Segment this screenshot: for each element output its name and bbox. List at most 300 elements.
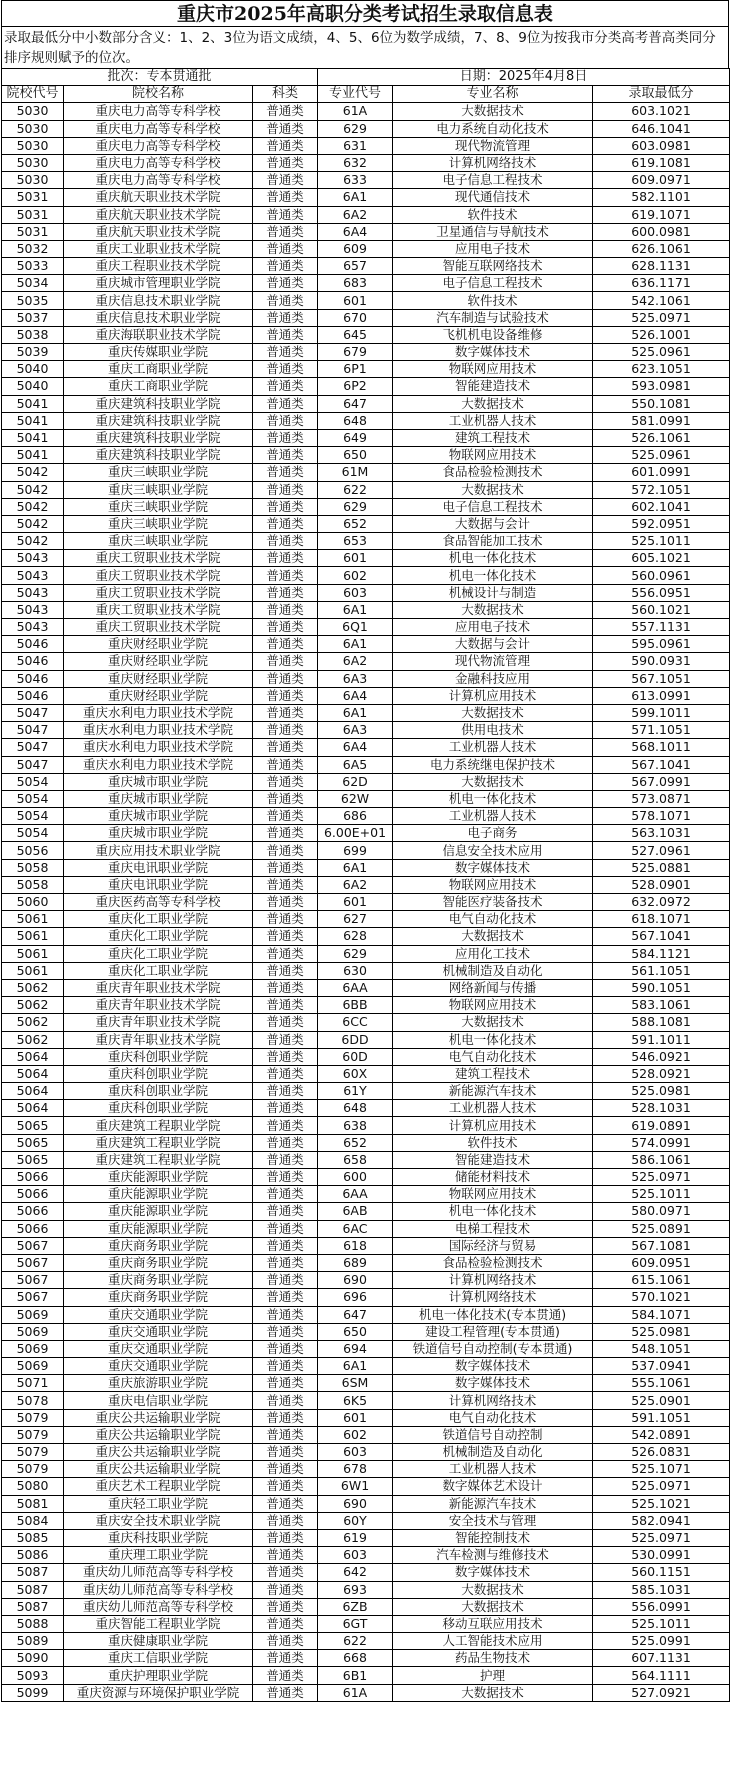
major-code-cell: 6P1	[318, 361, 393, 378]
major-code-cell: 686	[318, 808, 393, 825]
min-score-cell: 550.1081	[593, 395, 730, 412]
school-name-cell: 重庆城市职业学院	[64, 773, 253, 790]
school-name-cell: 重庆建筑科技职业学院	[64, 429, 253, 446]
school-name-cell: 重庆轻工职业学院	[64, 1495, 253, 1512]
major-name-cell: 电气自动化技术	[393, 911, 593, 928]
min-score-cell: 603.1021	[593, 103, 730, 120]
min-score-cell: 619.1071	[593, 206, 730, 223]
category-cell: 普通类	[253, 120, 318, 137]
major-code-cell: 619	[318, 1529, 393, 1546]
school-name-cell: 重庆公共运输职业学院	[64, 1409, 253, 1426]
school-name-cell: 重庆信息技术职业学院	[64, 309, 253, 326]
min-score-cell: 607.1131	[593, 1650, 730, 1667]
category-cell: 普通类	[253, 1598, 318, 1615]
school-name-cell: 重庆电讯职业学院	[64, 859, 253, 876]
category-cell: 普通类	[253, 1529, 318, 1546]
min-score-cell: 592.0951	[593, 515, 730, 532]
school-code-cell: 5085	[2, 1529, 64, 1546]
major-code-cell: 632	[318, 154, 393, 171]
major-name-cell: 食品智能加工技术	[393, 533, 593, 550]
school-code-cell: 5065	[2, 1134, 64, 1151]
major-code-cell: 678	[318, 1461, 393, 1478]
category-cell: 普通类	[253, 206, 318, 223]
school-name-cell: 重庆水利电力职业技术学院	[64, 739, 253, 756]
school-code-cell: 5069	[2, 1323, 64, 1340]
school-code-cell: 5061	[2, 911, 64, 928]
school-code-cell: 5046	[2, 670, 64, 687]
major-name-cell: 大数据技术	[393, 395, 593, 412]
min-score-cell: 567.1051	[593, 670, 730, 687]
major-code-cell: 61Y	[318, 1083, 393, 1100]
category-cell: 普通类	[253, 1186, 318, 1203]
school-name-cell: 重庆三峡职业学院	[64, 464, 253, 481]
school-code-cell: 5089	[2, 1633, 64, 1650]
major-name-cell: 食品检验检测技术	[393, 1254, 593, 1271]
major-code-cell: 618	[318, 1237, 393, 1254]
school-code-cell: 5062	[2, 1031, 64, 1048]
major-code-cell: 652	[318, 1134, 393, 1151]
school-name-cell: 重庆财经职业学院	[64, 687, 253, 704]
major-name-cell: 药品生物技术	[393, 1650, 593, 1667]
major-name-cell: 机电一体化技术	[393, 567, 593, 584]
major-code-cell: 6A4	[318, 687, 393, 704]
school-name-cell: 重庆建筑工程职业学院	[64, 1151, 253, 1168]
min-score-cell: 591.1051	[593, 1409, 730, 1426]
category-cell: 普通类	[253, 859, 318, 876]
school-code-cell: 5099	[2, 1684, 64, 1701]
category-cell: 普通类	[253, 1409, 318, 1426]
major-code-cell: 622	[318, 1633, 393, 1650]
major-name-cell: 大数据与会计	[393, 636, 593, 653]
school-code-cell: 5043	[2, 584, 64, 601]
category-cell: 普通类	[253, 1272, 318, 1289]
major-code-cell: 679	[318, 344, 393, 361]
major-name-cell: 电梯工程技术	[393, 1220, 593, 1237]
table-row	[2, 1272, 730, 1289]
school-name-cell: 重庆财经职业学院	[64, 653, 253, 670]
school-code-cell: 5058	[2, 859, 64, 876]
major-code-cell: 622	[318, 481, 393, 498]
major-name-cell: 计算机网络技术	[393, 1272, 593, 1289]
major-name-cell: 计算机应用技术	[393, 1117, 593, 1134]
major-code-cell: 683	[318, 275, 393, 292]
table-row	[2, 1615, 730, 1632]
school-code-cell: 5041	[2, 395, 64, 412]
school-name-cell: 重庆科创职业学院	[64, 1100, 253, 1117]
school-code-cell: 5047	[2, 722, 64, 739]
school-name-cell: 重庆化工职业学院	[64, 962, 253, 979]
school-name-cell: 重庆青年职业技术学院	[64, 979, 253, 996]
min-score-cell: 601.0991	[593, 464, 730, 481]
category-cell: 普通类	[253, 825, 318, 842]
min-score-cell: 525.1011	[593, 533, 730, 550]
major-code-cell: 633	[318, 172, 393, 189]
school-code-cell: 5093	[2, 1667, 64, 1684]
school-name-cell: 重庆工贸职业技术学院	[64, 550, 253, 567]
table-row	[2, 361, 730, 378]
table-row	[2, 1426, 730, 1443]
school-code-cell: 5054	[2, 773, 64, 790]
category-cell: 普通类	[253, 395, 318, 412]
major-name-cell: 卫星通信与导航技术	[393, 223, 593, 240]
table-row	[2, 1564, 730, 1581]
major-name-cell: 储能材料技术	[393, 1169, 593, 1186]
school-code-cell: 5079	[2, 1444, 64, 1461]
school-code-cell: 5080	[2, 1478, 64, 1495]
category-cell: 普通类	[253, 498, 318, 515]
min-score-cell: 574.0991	[593, 1134, 730, 1151]
school-code-cell: 5030	[2, 120, 64, 137]
major-name-cell: 数字媒体技术	[393, 1358, 593, 1375]
school-name-cell: 重庆城市职业学院	[64, 790, 253, 807]
table-row	[2, 704, 730, 721]
major-code-cell: 62W	[318, 790, 393, 807]
school-code-cell: 5030	[2, 172, 64, 189]
major-code-cell: 670	[318, 309, 393, 326]
school-code-cell: 5046	[2, 687, 64, 704]
min-score-cell: 557.1131	[593, 619, 730, 636]
major-name-cell: 数字媒体技术	[393, 1375, 593, 1392]
category-cell: 普通类	[253, 584, 318, 601]
school-name-cell: 重庆电力高等专科学校	[64, 103, 253, 120]
major-code-cell: 6Q1	[318, 619, 393, 636]
school-name-cell: 重庆幼儿师范高等专科学校	[64, 1564, 253, 1581]
school-code-cell: 5054	[2, 825, 64, 842]
school-name-cell: 重庆电信职业学院	[64, 1392, 253, 1409]
major-code-cell: 6A3	[318, 670, 393, 687]
min-score-cell: 595.0961	[593, 636, 730, 653]
major-code-cell: 62D	[318, 773, 393, 790]
table-row	[2, 1581, 730, 1598]
school-code-cell: 5037	[2, 309, 64, 326]
min-score-cell: 580.0971	[593, 1203, 730, 1220]
category-cell: 普通类	[253, 876, 318, 893]
table-row	[2, 1169, 730, 1186]
header-major-name: 专业名称	[393, 86, 593, 103]
school-code-cell: 5062	[2, 979, 64, 996]
category-cell: 普通类	[253, 412, 318, 429]
major-code-cell: 631	[318, 137, 393, 154]
category-cell: 普通类	[253, 1581, 318, 1598]
major-code-cell: 6A1	[318, 704, 393, 721]
category-cell: 普通类	[253, 997, 318, 1014]
category-cell: 普通类	[253, 704, 318, 721]
category-cell: 普通类	[253, 1392, 318, 1409]
min-score-cell: 528.0901	[593, 876, 730, 893]
admission-sheet	[1, 0, 729, 1702]
major-code-cell: 647	[318, 1306, 393, 1323]
table-row	[2, 1392, 730, 1409]
major-name-cell: 电子信息工程技术	[393, 498, 593, 515]
min-score-cell: 593.0981	[593, 378, 730, 395]
min-score-cell: 527.0921	[593, 1684, 730, 1701]
major-name-cell: 数字媒体艺术设计	[393, 1478, 593, 1495]
major-code-cell: 658	[318, 1151, 393, 1168]
table-row	[2, 1117, 730, 1134]
min-score-cell: 527.0961	[593, 842, 730, 859]
category-cell: 普通类	[253, 601, 318, 618]
category-cell: 普通类	[253, 1375, 318, 1392]
table-row	[2, 447, 730, 464]
major-code-cell: 601	[318, 292, 393, 309]
school-code-cell: 5030	[2, 103, 64, 120]
category-cell: 普通类	[253, 429, 318, 446]
school-code-cell: 5079	[2, 1461, 64, 1478]
major-code-cell: 6A1	[318, 1358, 393, 1375]
category-cell: 普通类	[253, 309, 318, 326]
min-score-cell: 548.1051	[593, 1340, 730, 1357]
min-score-cell: 573.0871	[593, 790, 730, 807]
category-cell: 普通类	[253, 1650, 318, 1667]
major-name-cell: 应用电子技术	[393, 619, 593, 636]
major-code-cell: 645	[318, 326, 393, 343]
school-code-cell: 5038	[2, 326, 64, 343]
category-cell: 普通类	[253, 619, 318, 636]
school-name-cell: 重庆资源与环境保护职业学院	[64, 1684, 253, 1701]
min-score-cell: 528.0921	[593, 1065, 730, 1082]
min-score-cell: 584.1071	[593, 1306, 730, 1323]
major-name-cell: 人工智能技术应用	[393, 1633, 593, 1650]
major-code-cell: 6SM	[318, 1375, 393, 1392]
major-name-cell: 现代物流管理	[393, 653, 593, 670]
table-row	[2, 1633, 730, 1650]
min-score-cell: 530.0991	[593, 1547, 730, 1564]
school-code-cell: 5067	[2, 1289, 64, 1306]
school-name-cell: 重庆工贸职业技术学院	[64, 619, 253, 636]
major-name-cell: 工业机器人技术	[393, 1461, 593, 1478]
min-score-cell: 588.1081	[593, 1014, 730, 1031]
school-name-cell: 重庆工程职业技术学院	[64, 258, 253, 275]
min-score-cell: 561.1051	[593, 962, 730, 979]
school-code-cell: 5069	[2, 1340, 64, 1357]
table-row	[2, 1684, 730, 1701]
major-code-cell: 668	[318, 1650, 393, 1667]
school-code-cell: 5054	[2, 808, 64, 825]
school-code-cell: 5069	[2, 1358, 64, 1375]
school-name-cell: 重庆城市职业学院	[64, 825, 253, 842]
category-cell: 普通类	[253, 1083, 318, 1100]
major-code-cell: 6A2	[318, 206, 393, 223]
major-name-cell: 机电一体化技术	[393, 1031, 593, 1048]
table-row	[2, 894, 730, 911]
school-code-cell: 5087	[2, 1564, 64, 1581]
min-score-cell: 537.0941	[593, 1358, 730, 1375]
major-name-cell: 机电一体化技术	[393, 550, 593, 567]
school-code-cell: 5033	[2, 258, 64, 275]
category-cell: 普通类	[253, 636, 318, 653]
table-row	[2, 1289, 730, 1306]
school-name-cell: 重庆工信职业学院	[64, 1650, 253, 1667]
school-name-cell: 重庆三峡职业学院	[64, 515, 253, 532]
table-row	[2, 1409, 730, 1426]
school-name-cell: 重庆城市管理职业学院	[64, 275, 253, 292]
school-code-cell: 5042	[2, 464, 64, 481]
category-cell: 普通类	[253, 1203, 318, 1220]
school-name-cell: 重庆公共运输职业学院	[64, 1426, 253, 1443]
category-cell: 普通类	[253, 223, 318, 240]
major-name-cell: 网络新闻与传播	[393, 979, 593, 996]
table-row	[2, 172, 730, 189]
school-code-cell: 5061	[2, 945, 64, 962]
major-name-cell: 应用化工技术	[393, 945, 593, 962]
min-score-cell: 609.0951	[593, 1254, 730, 1271]
major-name-cell: 计算机网络技术	[393, 1392, 593, 1409]
category-cell: 普通类	[253, 1065, 318, 1082]
table-row	[2, 687, 730, 704]
major-code-cell: 6AA	[318, 1186, 393, 1203]
school-name-cell: 重庆化工职业学院	[64, 945, 253, 962]
table-row	[2, 619, 730, 636]
school-code-cell: 5034	[2, 275, 64, 292]
min-score-cell: 568.1011	[593, 739, 730, 756]
school-code-cell: 5066	[2, 1203, 64, 1220]
min-score-cell: 560.0961	[593, 567, 730, 584]
school-name-cell: 重庆青年职业技术学院	[64, 1031, 253, 1048]
category-cell: 普通类	[253, 808, 318, 825]
school-name-cell: 重庆航天职业技术学院	[64, 223, 253, 240]
min-score-cell: 525.0971	[593, 1169, 730, 1186]
school-name-cell: 重庆工业职业技术学院	[64, 240, 253, 257]
school-code-cell: 5086	[2, 1547, 64, 1564]
table-row	[2, 429, 730, 446]
school-code-cell: 5064	[2, 1100, 64, 1117]
category-cell: 普通类	[253, 1461, 318, 1478]
major-code-cell: 6AA	[318, 979, 393, 996]
school-code-cell: 5040	[2, 378, 64, 395]
min-score-cell: 525.1021	[593, 1495, 730, 1512]
min-score-cell: 585.1031	[593, 1581, 730, 1598]
table-row	[2, 1220, 730, 1237]
school-name-cell: 重庆建筑工程职业学院	[64, 1134, 253, 1151]
min-score-cell: 572.1051	[593, 481, 730, 498]
header-school-code: 院校代号	[2, 86, 64, 103]
school-name-cell: 重庆科创职业学院	[64, 1083, 253, 1100]
school-name-cell: 重庆幼儿师范高等专科学校	[64, 1581, 253, 1598]
school-name-cell: 重庆建筑工程职业学院	[64, 1117, 253, 1134]
school-name-cell: 重庆工贸职业技术学院	[64, 601, 253, 618]
major-name-cell: 国际经济与贸易	[393, 1237, 593, 1254]
table-row	[2, 206, 730, 223]
major-name-cell: 物联网应用技术	[393, 361, 593, 378]
min-score-cell: 584.1121	[593, 945, 730, 962]
major-code-cell: 601	[318, 894, 393, 911]
category-cell: 普通类	[253, 154, 318, 171]
category-cell: 普通类	[253, 756, 318, 773]
major-code-cell: 6ZB	[318, 1598, 393, 1615]
school-code-cell: 5058	[2, 876, 64, 893]
school-name-cell: 重庆公共运输职业学院	[64, 1444, 253, 1461]
table-row	[2, 498, 730, 515]
min-score-cell: 564.1111	[593, 1667, 730, 1684]
category-cell: 普通类	[253, 344, 318, 361]
table-row	[2, 739, 730, 756]
min-score-cell: 586.1061	[593, 1151, 730, 1168]
table-row	[2, 258, 730, 275]
major-code-cell: 629	[318, 945, 393, 962]
school-code-cell: 5035	[2, 292, 64, 309]
header-school-name: 院校名称	[64, 86, 253, 103]
min-score-cell: 615.1061	[593, 1272, 730, 1289]
category-cell: 普通类	[253, 103, 318, 120]
batch-row	[2, 69, 730, 86]
major-code-cell: 630	[318, 962, 393, 979]
table-row	[2, 1254, 730, 1271]
school-name-cell: 重庆交通职业学院	[64, 1323, 253, 1340]
table-row	[2, 1031, 730, 1048]
school-code-cell: 5067	[2, 1237, 64, 1254]
school-code-cell: 5047	[2, 756, 64, 773]
school-name-cell: 重庆电力高等专科学校	[64, 154, 253, 171]
category-cell: 普通类	[253, 790, 318, 807]
major-code-cell: 601	[318, 550, 393, 567]
table-row	[2, 1375, 730, 1392]
major-code-cell: 6DD	[318, 1031, 393, 1048]
table-row	[2, 962, 730, 979]
major-name-cell: 大数据技术	[393, 1581, 593, 1598]
admission-table	[1, 68, 730, 1702]
table-row	[2, 344, 730, 361]
major-name-cell: 铁道信号自动控制(专本贯通)	[393, 1340, 593, 1357]
min-score-cell: 618.1071	[593, 911, 730, 928]
school-code-cell: 5079	[2, 1426, 64, 1443]
category-cell: 普通类	[253, 515, 318, 532]
school-name-cell: 重庆安全技术职业学院	[64, 1512, 253, 1529]
major-name-cell: 建设工程管理(专本贯通)	[393, 1323, 593, 1340]
major-name-cell: 工业机器人技术	[393, 739, 593, 756]
school-name-cell: 重庆三峡职业学院	[64, 498, 253, 515]
header-min-score: 录取最低分	[593, 86, 730, 103]
min-score-cell: 632.0972	[593, 894, 730, 911]
major-name-cell: 金融科技应用	[393, 670, 593, 687]
min-score-cell: 613.0991	[593, 687, 730, 704]
major-code-cell: 642	[318, 1564, 393, 1581]
table-row	[2, 1203, 730, 1220]
header-major-code: 专业代号	[318, 86, 393, 103]
school-code-cell: 5047	[2, 704, 64, 721]
school-name-cell: 重庆商务职业学院	[64, 1272, 253, 1289]
major-code-cell: 602	[318, 1426, 393, 1443]
school-code-cell: 5061	[2, 928, 64, 945]
table-row	[2, 567, 730, 584]
school-code-cell: 5087	[2, 1598, 64, 1615]
school-name-cell: 重庆航天职业技术学院	[64, 189, 253, 206]
school-code-cell: 5031	[2, 206, 64, 223]
major-name-cell: 工业机器人技术	[393, 808, 593, 825]
table-row	[2, 1598, 730, 1615]
school-name-cell: 重庆传媒职业学院	[64, 344, 253, 361]
major-code-cell: 61M	[318, 464, 393, 481]
min-score-cell: 581.0991	[593, 412, 730, 429]
major-code-cell: 689	[318, 1254, 393, 1271]
school-code-cell: 5071	[2, 1375, 64, 1392]
table-row	[2, 1065, 730, 1082]
major-code-cell: 648	[318, 1100, 393, 1117]
major-code-cell: 652	[318, 515, 393, 532]
table-row	[2, 1186, 730, 1203]
table-row	[2, 979, 730, 996]
min-score-cell: 623.1051	[593, 361, 730, 378]
category-cell: 普通类	[253, 1564, 318, 1581]
major-code-cell: 6A3	[318, 722, 393, 739]
category-cell: 普通类	[253, 1237, 318, 1254]
school-name-cell: 重庆建筑科技职业学院	[64, 412, 253, 429]
school-code-cell: 5090	[2, 1650, 64, 1667]
major-code-cell: 6A1	[318, 859, 393, 876]
major-code-cell: 603	[318, 1547, 393, 1564]
table-row	[2, 103, 730, 120]
table-row	[2, 1529, 730, 1546]
category-cell: 普通类	[253, 1220, 318, 1237]
